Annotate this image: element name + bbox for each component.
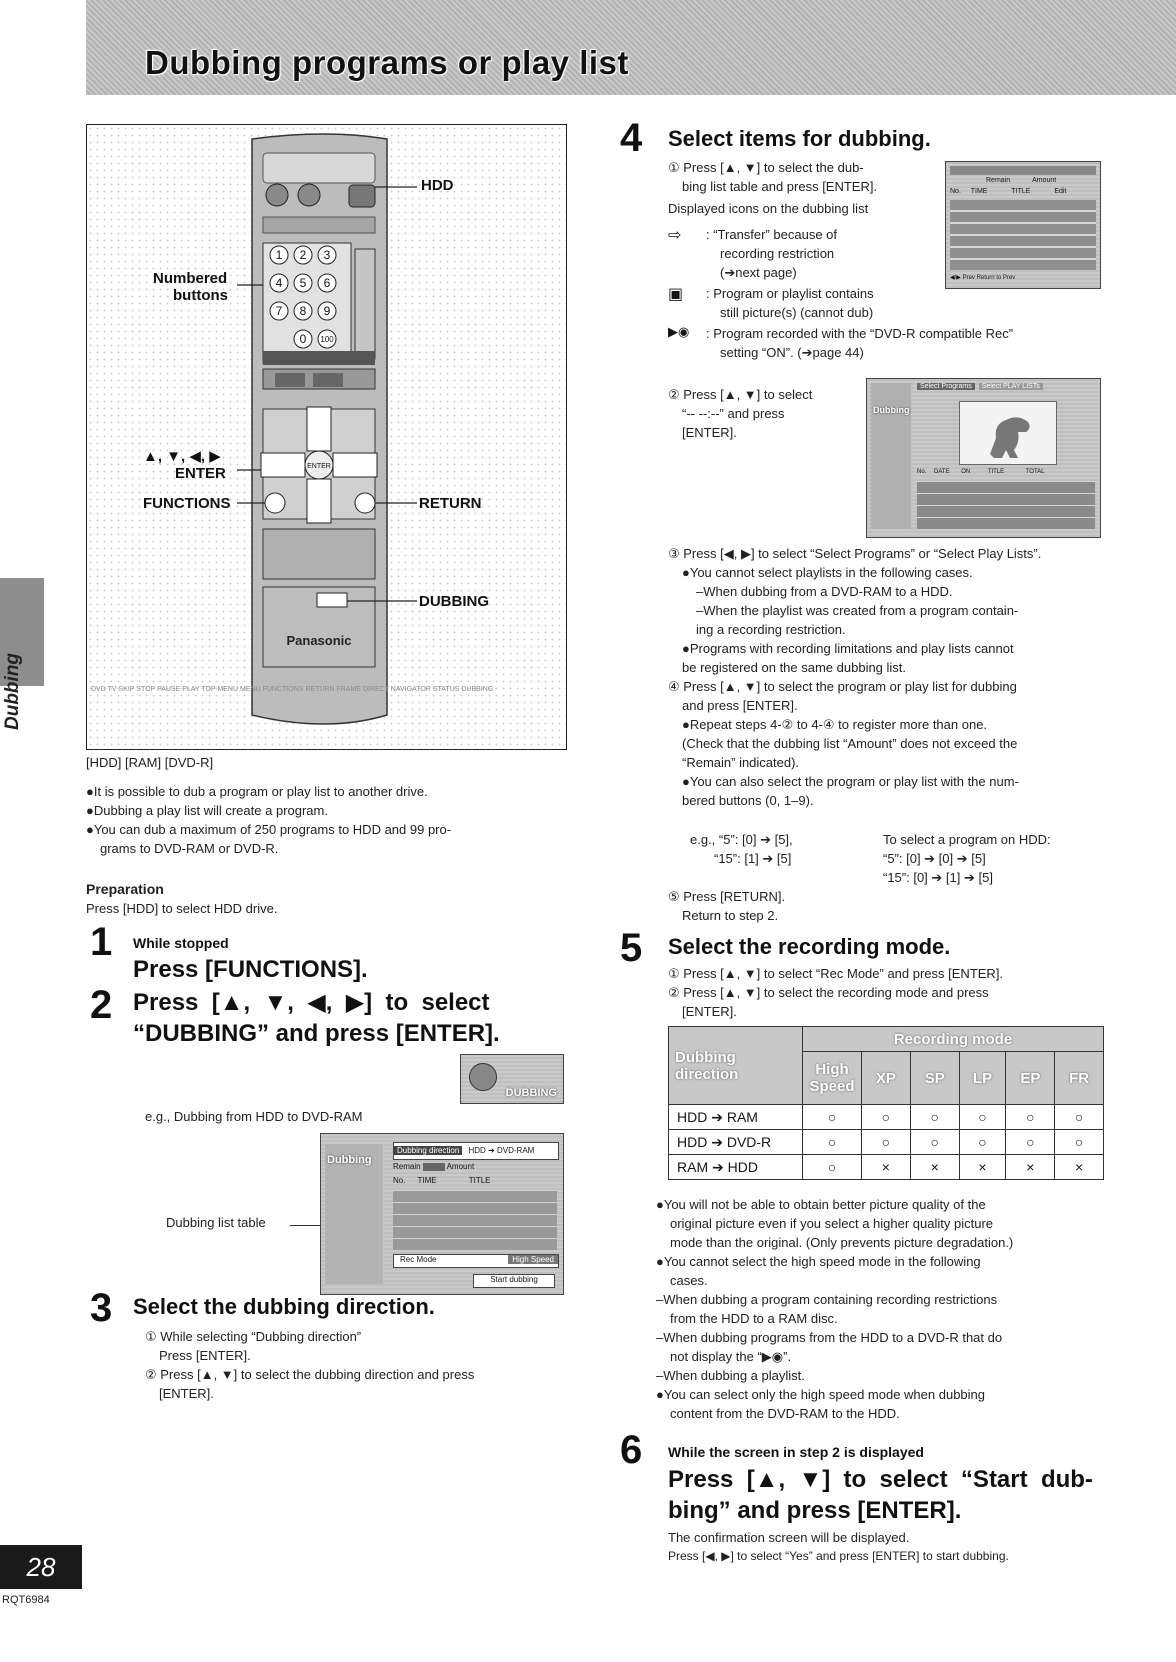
list-header: [393, 1176, 557, 1188]
icon-desc: still picture(s) (cannot dub): [720, 305, 874, 320]
screen-side-title: Dubbing: [327, 1154, 372, 1166]
remote-label: MENU: [239, 686, 261, 693]
step-3-title: Select the dubbing direction.: [133, 1294, 435, 1319]
callout-dubbing: DUBBING: [419, 593, 489, 610]
remote-label: PLAY: [182, 686, 200, 693]
remote-label: TOP MENU: [201, 686, 239, 693]
callout-hdd: HDD: [421, 177, 454, 194]
cell: ○: [910, 1130, 959, 1155]
col-edit: Edit: [1054, 188, 1067, 195]
example-left: [690, 830, 830, 868]
step-4-line: –When dubbing from a DVD-RAM to a HDD.: [696, 584, 953, 599]
preparation-label: Preparation: [86, 881, 164, 897]
step-4-line: be registered on the same dubbing list.: [682, 660, 907, 675]
step-2-number: 2: [90, 983, 113, 1027]
col-time: TIME: [970, 188, 988, 195]
step-6-title-line2: bing” and press [ENTER].: [668, 1497, 962, 1524]
disc-icon: [469, 1063, 497, 1091]
cell: ×: [959, 1155, 1006, 1180]
screen-tabs: [917, 383, 1095, 395]
dubbing-menu-icon: [460, 1054, 564, 1104]
step-1-number: 1: [90, 920, 113, 964]
note-line: ●You can dub a maximum of 250 programs to HDD and 99 pro-: [86, 822, 452, 837]
step-4-p5: [668, 887, 968, 925]
col-date: DATE: [934, 469, 950, 475]
step-5-note: ●You can select only the high speed mode when dubbing: [656, 1387, 985, 1402]
amount-label: Amount: [446, 1162, 475, 1171]
col-no: No.: [917, 469, 927, 475]
step-5-line: ① Press [▲, ▼] to select “Rec Mode” and press [ENTER].: [668, 966, 1004, 981]
step-1-title: Press [FUNCTIONS].: [133, 956, 368, 983]
step-6-body: [668, 1528, 1108, 1566]
cell: ×: [862, 1155, 911, 1180]
step-4-details: [668, 544, 1108, 810]
step-4-line: “Remain” indicated).: [682, 755, 800, 770]
step-5-title: Select the recording mode.: [668, 934, 951, 959]
select-programs-screen: [866, 378, 1101, 538]
page-title: Dubbing programs or play list: [145, 44, 629, 81]
icon-desc: : Program or playlist contains: [706, 286, 874, 301]
direction-label: Dubbing direction: [394, 1146, 462, 1155]
rec-mode-label: Rec Mode: [400, 1255, 437, 1264]
dubbing-list-screen: [945, 161, 1101, 289]
remote-label: SKIP: [118, 686, 135, 693]
remote-label: STATUS: [432, 686, 460, 693]
step-4-line: ●You can also select the program or play list with the num-: [682, 774, 1019, 789]
callout-functions: FUNCTIONS: [143, 495, 231, 512]
remote-label: DVD: [91, 686, 106, 693]
step-4-number: 4: [620, 116, 643, 160]
rec-mode-value: High Speed: [508, 1255, 558, 1264]
rec-mode-row: [393, 1254, 559, 1268]
mode-header: SP: [910, 1052, 959, 1105]
page-number: 28: [0, 1545, 82, 1589]
key-0-label: 0: [299, 332, 307, 346]
callout-buttons: buttons: [173, 287, 228, 304]
key-2-label: 2: [299, 248, 307, 262]
key-4-label: 4: [275, 276, 283, 290]
step-5-line: ② Press [▲, ▼] to select the recording mode and press: [668, 985, 989, 1000]
note-line: ●It is possible to dub a program or play list to another drive.: [86, 784, 428, 799]
step-4-line: (Check that the dubbing list “Amount” does not exceed the: [682, 736, 1018, 751]
step-3-line: [ENTER].: [159, 1386, 214, 1401]
step-6-title-line1: Press [▲, ▼] to select “Start dub-: [668, 1466, 1093, 1493]
preview-thumbnail: [959, 401, 1057, 465]
cell: ○: [910, 1105, 959, 1130]
cell: ○: [862, 1130, 911, 1155]
example-line: “15”: [1] ➔ [5]: [714, 851, 792, 866]
step-6-number: 6: [620, 1428, 643, 1472]
cell: ×: [1006, 1155, 1055, 1180]
example-line: To select a program on HDD:: [883, 832, 1051, 847]
table-group-header: Recording mode: [803, 1027, 1104, 1052]
step-6-title: [668, 1464, 1108, 1526]
icon-row-still: [668, 284, 1108, 322]
step-2-example: e.g., Dubbing from HDD to DVD-RAM: [145, 1109, 363, 1124]
callout-enter: ENTER: [175, 465, 226, 482]
step-5-notes: [656, 1195, 1106, 1423]
step-5-note: ●You will not be able to obtain better picture quality of the: [656, 1197, 986, 1212]
key-1-label: 1: [275, 248, 283, 262]
cell: ○: [803, 1155, 862, 1180]
remote-label: PAUSE: [157, 686, 181, 693]
step-5-line: [ENTER].: [682, 1004, 737, 1019]
col-time: TIME: [417, 1176, 437, 1185]
screen2-columns: [917, 469, 1095, 479]
screen2-list-rows: [917, 481, 1095, 529]
remote-label: DIRECT NAVIGATOR: [362, 686, 431, 693]
row-direction: HDD ➔ RAM: [669, 1105, 803, 1130]
mode-header: XP: [862, 1052, 911, 1105]
step-4-line: [ENTER].: [682, 425, 737, 440]
icon-row-dvdr: [668, 324, 1108, 362]
example-line: “15”: [0] ➔ [1] ➔ [5]: [883, 870, 993, 885]
step-1-sub: While stopped: [133, 935, 229, 951]
table-corner: Dubbing direction: [669, 1027, 803, 1105]
example-line: e.g., “5”: [0] ➔ [5],: [690, 832, 793, 847]
screen-remain-amount: [986, 177, 1056, 184]
step-4-line: ●You cannot select playlists in the following cases.: [682, 565, 973, 580]
icon-desc: recording restriction: [720, 246, 835, 261]
col-title: TITLE: [987, 469, 1005, 475]
icons-heading: Displayed icons on the dubbing list: [668, 201, 869, 216]
cell: ○: [803, 1105, 862, 1130]
remain-amount: [393, 1162, 474, 1171]
mode-header: High Speed: [803, 1052, 862, 1105]
step-5-number: 5: [620, 926, 643, 970]
remain-label: Remain: [393, 1162, 421, 1171]
cell: ×: [910, 1155, 959, 1180]
dubbing-screen: [320, 1133, 564, 1295]
step-5-note: –When dubbing programs from the HDD to a DVD-R that do: [656, 1330, 1003, 1345]
row-direction: HDD ➔ DVD-R: [669, 1130, 803, 1155]
mode-header: EP: [1006, 1052, 1055, 1105]
dinosaur-image: [960, 402, 1056, 464]
list-rows: [393, 1190, 557, 1250]
screen2-side-title: Dubbing: [873, 405, 910, 415]
step-3-body: [145, 1327, 567, 1403]
step-4-line: bered buttons (0, 1–9).: [682, 793, 814, 808]
remote-label: FUNCTIONS: [262, 686, 304, 693]
table-row: [669, 1130, 1104, 1155]
step-5-note: cases.: [670, 1273, 708, 1288]
icon-desc: : Program recorded with the “DVD-R compatible Rec”: [706, 326, 1014, 341]
remain-label: Remain: [986, 177, 1011, 184]
step-2-title: [133, 987, 565, 1049]
step-3-line: ② Press [▲, ▼] to select the dubbing direction and press: [145, 1367, 475, 1382]
still-picture-icon: ▣: [668, 286, 684, 303]
step-6-line: The confirmation screen will be displayed.: [668, 1530, 910, 1545]
step-5-note: not display the “▶◉”.: [670, 1349, 792, 1364]
cell: ○: [1055, 1130, 1104, 1155]
step-3-line: ① While selecting “Dubbing direction”: [145, 1329, 362, 1344]
step-5-body: [668, 964, 1108, 1021]
step-5-note: from the HDD to a RAM disc.: [670, 1311, 838, 1326]
key-9-label: 9: [323, 304, 331, 318]
remote-label: RETURN: [305, 686, 335, 693]
screen-list-rows: [950, 200, 1096, 270]
mode-header: FR: [1055, 1052, 1104, 1105]
step-6-line: Press [◀, ▶] to select “Yes” and press [ENTER] to start dubbing.: [668, 1549, 1009, 1563]
list-label-leader: [290, 1225, 320, 1226]
table-row: [669, 1105, 1104, 1130]
icon-desc: : “Transfer” because of: [706, 227, 838, 242]
icon-desc: setting “ON”. (➔page 44): [720, 345, 864, 360]
key-5-label: 5: [299, 276, 307, 290]
step-4-line: Return to step 2.: [682, 908, 779, 923]
step-3-number: 3: [90, 1286, 113, 1330]
col-no: No.: [950, 188, 961, 195]
step-4-p2: [668, 385, 848, 442]
cell: ○: [959, 1105, 1006, 1130]
col-total: TOTAL: [1025, 469, 1045, 475]
step-4-title: Select items for dubbing.: [668, 126, 931, 151]
start-dubbing-button: Start dubbing: [473, 1274, 555, 1288]
callout-numbered: Numbered: [153, 270, 228, 287]
col-on: ON: [961, 469, 971, 475]
example-right: [883, 830, 1103, 887]
key-7-label: 7: [275, 304, 283, 318]
cell: ○: [803, 1130, 862, 1155]
step-4-line: ⑤ Press [RETURN].: [668, 889, 786, 904]
step-5-note: mode than the original. (Only prevents picture degradation.): [670, 1235, 1014, 1250]
cell: ○: [1055, 1105, 1104, 1130]
transfer-icon: ⇨: [668, 227, 682, 244]
remote-label: STOP: [136, 686, 156, 693]
amount-label: Amount: [1032, 177, 1057, 184]
document-code: RQT6984: [2, 1594, 50, 1606]
dubbing-list-label: Dubbing list table: [166, 1215, 266, 1230]
key-6-label: 6: [323, 276, 331, 290]
cell: ○: [1006, 1130, 1055, 1155]
cell: ○: [959, 1130, 1006, 1155]
step-4-line: and press [ENTER].: [682, 698, 798, 713]
note-line: ●Dubbing a play list will create a program.: [86, 803, 328, 818]
screen-footer: ◀/▶ Prev Return to Prev: [950, 275, 1016, 281]
callout-return: RETURN: [419, 495, 482, 512]
key-8-label: 8: [299, 304, 307, 318]
remote-label: FRAME: [336, 686, 361, 693]
mode-header: LP: [959, 1052, 1006, 1105]
remote-figure: [86, 124, 567, 750]
key-3-label: 3: [323, 248, 331, 262]
screen-title-bar: [950, 166, 1096, 175]
note-line: grams to DVD-RAM or DVD-R.: [100, 841, 279, 856]
direction-bar: [393, 1142, 559, 1160]
remote-brand: Panasonic: [286, 633, 352, 648]
step-5-note: original picture even if you select a higher quality picture: [670, 1216, 994, 1231]
table-row: [669, 1155, 1104, 1180]
step-5-note: –When dubbing a playlist.: [656, 1368, 805, 1383]
section-label: Dubbing: [2, 652, 23, 730]
cell: ○: [1006, 1105, 1055, 1130]
icon-desc: (➔next page): [720, 265, 797, 280]
step-3-line: Press [ENTER].: [159, 1348, 251, 1363]
remote-label: DUBBING: [461, 686, 494, 693]
step-5-note: ●You cannot select the high speed mode in the following: [656, 1254, 981, 1269]
tab-select-playlists: Select PLAY LISTs: [979, 383, 1043, 390]
col-title: TITLE: [1011, 188, 1031, 195]
callout-arrows: ▲, ▼, ◀, ▶: [143, 448, 221, 465]
drive-tags: [HDD] [RAM] [DVD-R]: [86, 755, 214, 770]
step-4-line: –When the playlist was created from a program contain-: [696, 603, 1019, 618]
remote-key-labels: [91, 685, 561, 743]
screen-columns: [950, 188, 1066, 195]
step-4-line: ② Press [▲, ▼] to select: [668, 387, 813, 402]
step-2-title-line1: Press [▲, ▼, ◀, ▶] to select: [133, 989, 490, 1016]
step-4-line: ① Press [▲, ▼] to select the dub-: [668, 160, 864, 175]
step-5-note: content from the DVD-RAM to the HDD.: [670, 1406, 900, 1421]
step-4-p1: [668, 158, 918, 196]
example-line: “5”: [0] ➔ [0] ➔ [5]: [883, 851, 986, 866]
direction-value: HDD ➔ DVD-RAM: [468, 1146, 535, 1155]
cell: ○: [862, 1105, 911, 1130]
step-4-line: ④ Press [▲, ▼] to select the program or play list for dubbing: [668, 679, 1017, 694]
remote-label: TV: [107, 686, 117, 693]
key-100-label: 100: [320, 335, 334, 344]
step-4-line: “-- --:--” and press: [682, 406, 785, 421]
step-2-title-line2: “DUBBING” and press [ENTER].: [133, 1020, 500, 1047]
row-direction: RAM ➔ HDD: [669, 1155, 803, 1180]
recording-mode-table: [668, 1026, 1104, 1180]
step-6-sub: While the screen in step 2 is displayed: [668, 1444, 924, 1460]
tab-select-programs: Select Programs: [917, 383, 975, 390]
step-4-line: ●Repeat steps 4-② to 4-④ to register more than one.: [682, 717, 988, 732]
step-4-line: ③ Press [◀, ▶] to select “Select Programs” or “Select Play Lists”.: [668, 546, 1042, 561]
step-4-line: bing list table and press [ENTER].: [682, 179, 878, 194]
step-4-line: ing a recording restriction.: [696, 622, 846, 637]
cell: ×: [1055, 1155, 1104, 1180]
preparation-text: Press [HDD] to select HDD drive.: [86, 901, 278, 916]
remote-illustration: [87, 125, 566, 749]
intro-notes: [86, 782, 566, 858]
dubbing-menu-label: DUBBING: [505, 1087, 557, 1099]
enter-key-label: ENTER: [307, 463, 331, 470]
col-title: TITLE: [468, 1176, 491, 1185]
step-5-note: –When dubbing a program containing recording restrictions: [656, 1292, 998, 1307]
dvdr-compatible-icon: ▶◉: [668, 324, 690, 339]
col-no: No.: [393, 1176, 406, 1185]
step-4-line: ●Programs with recording limitations and play lists cannot: [682, 641, 1014, 656]
